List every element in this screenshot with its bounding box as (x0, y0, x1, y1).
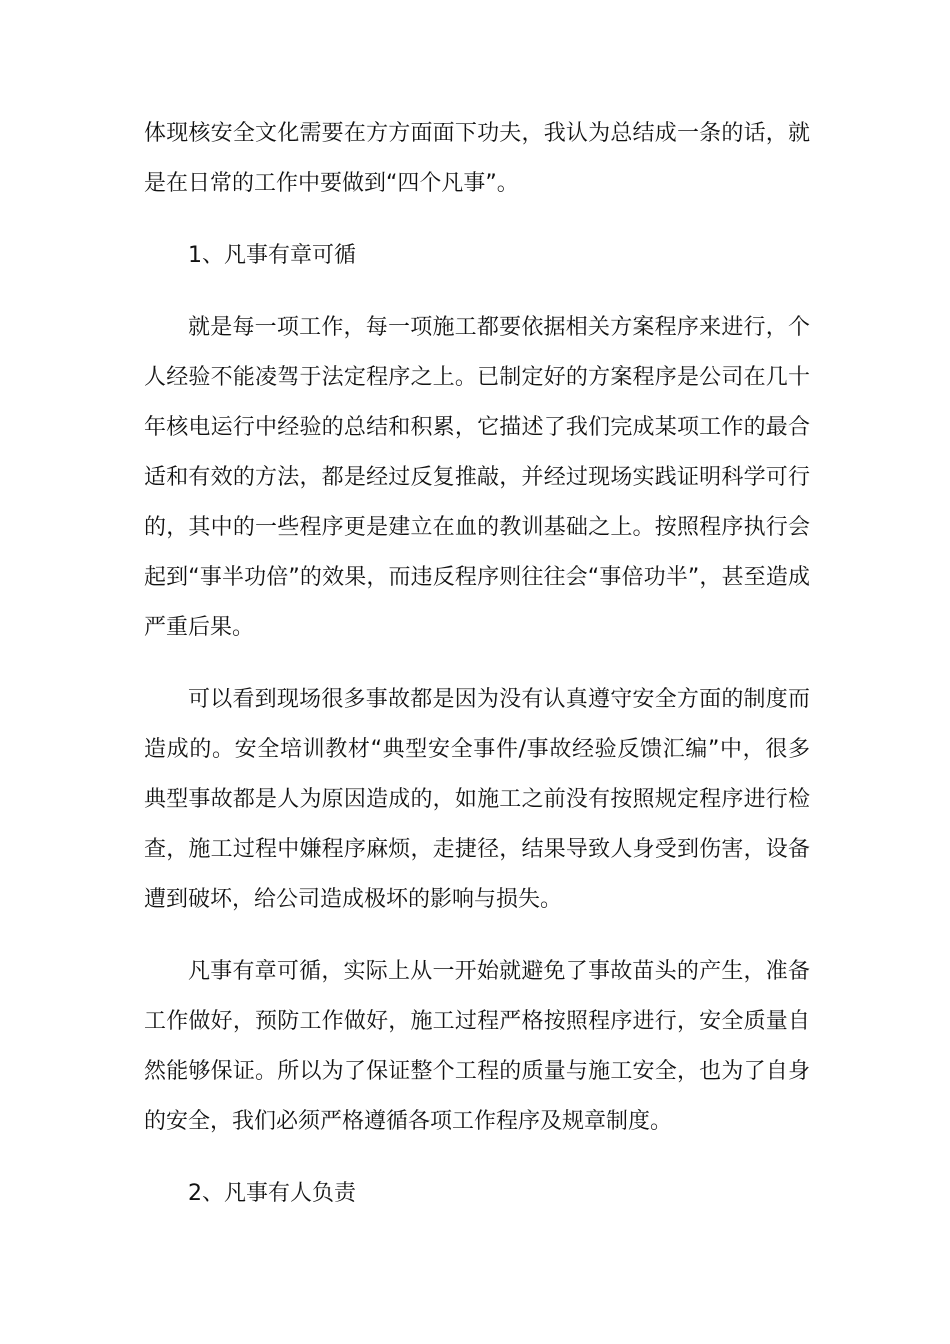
body-paragraph-2: 可以看到现场很多事故都是因为没有认真遵守安全方面的制度而造成的。安全培训教材“典型安全事件/事故经验反馈汇编”中，很多典型事故都是人为原因造成的，如施工之前没有按照规定程序进行检查，施工过程中嫌程序麻烦，走捷径，结果导致人身受到伤害，设备遭到破坏，给公司造成极坏的影响与损失。 (144, 687, 810, 912)
section-heading-2: 2、凡事有人负责 (188, 1181, 356, 1206)
intro-paragraph: 体现核安全文化需要在方方面面下功夫，我认为总结成一条的话，就是在日常的工作中要做到“四个凡事”。 (144, 121, 810, 196)
body-paragraph-1: 就是每一项工作，每一项施工都要依据相关方案程序来进行，个人经验不能凌驾于法定程序之上。已制定好的方案程序是公司在几十年核电运行中经验的总结和积累，它描述了我们完成某项工作的最合适和有效的方法，都是经过反复推敲，并经过现场实践证明科学可行的，其中的一些程序更是建立在血的教训基础之上。按照程序执行会起到“事半功倍”的效果，而违反程序则往往会“事倍功半”，甚至造成严重后果。 (144, 315, 810, 640)
body-paragraph-3: 凡事有章可循，实际上从一开始就避免了事故苗头的产生，准备工作做好，预防工作做好，施工过程严格按照程序进行，安全质量自然能够保证。所以为了保证整个工程的质量与施工安全，也为了自身的安全，我们必须严格遵循各项工作程序及规章制度。 (144, 959, 810, 1134)
document-body (144, 109, 810, 1241)
section-heading-1: 1、凡事有章可循 (188, 243, 356, 268)
